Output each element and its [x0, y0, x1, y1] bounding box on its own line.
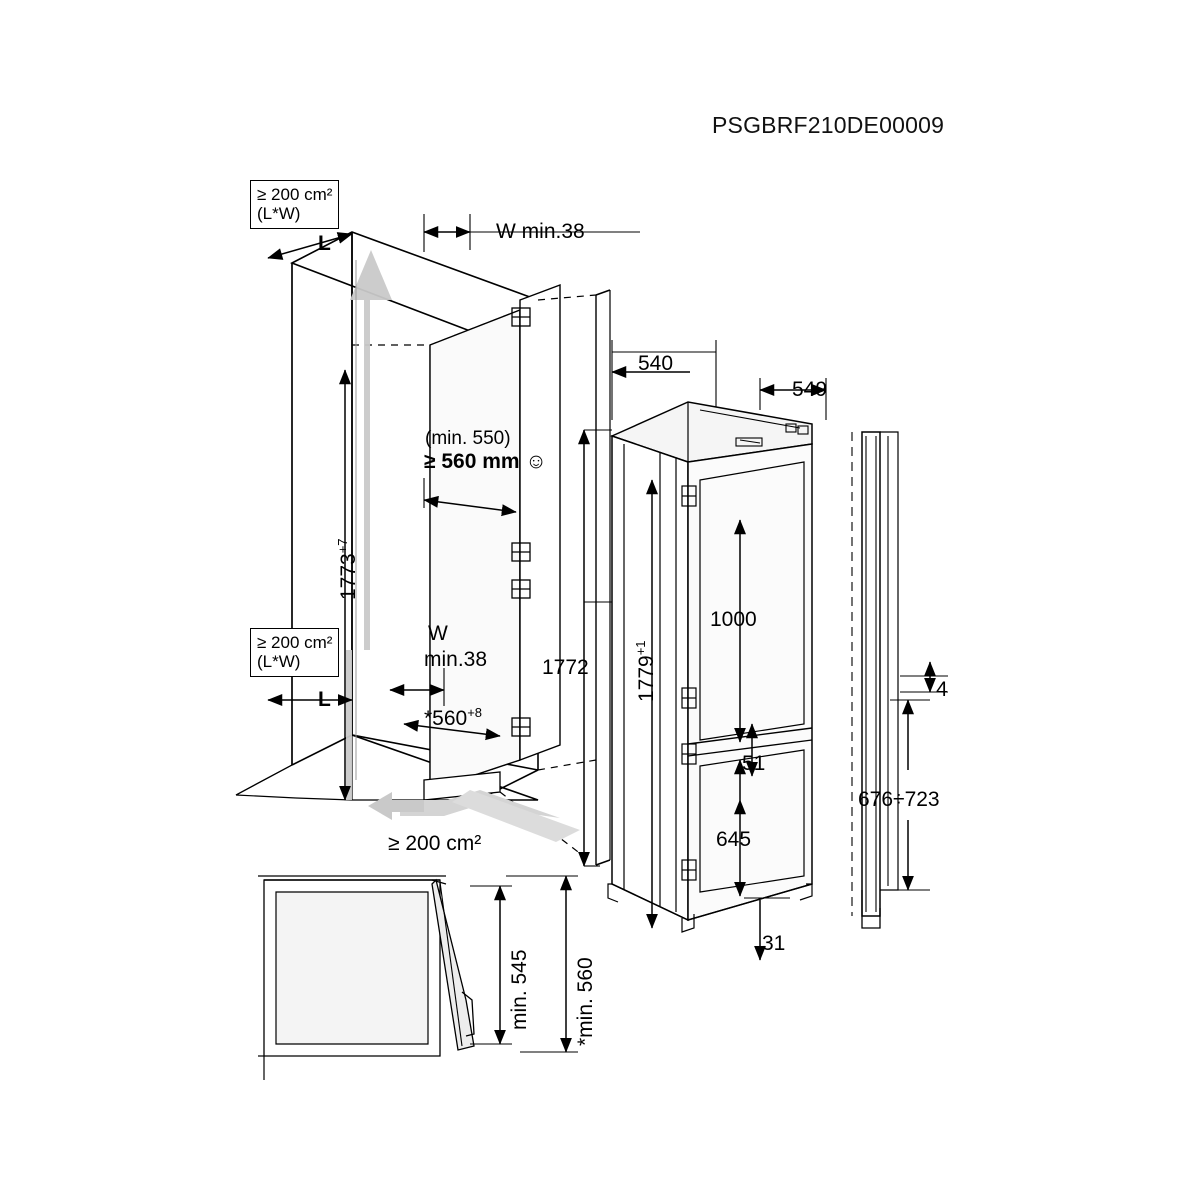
label-676-723: 676÷723	[858, 788, 940, 811]
label-w-min-side-line2: min.38	[424, 648, 488, 671]
label-51: 51	[742, 752, 766, 775]
label-549: 549	[792, 378, 828, 401]
label-vent-base: ≥ 200 cm²	[388, 832, 482, 855]
vent-top-note	[250, 180, 339, 229]
drawing-code: PSGBRF210DE00009	[712, 112, 945, 138]
label-L-top: L	[318, 232, 331, 255]
label-1779	[634, 640, 659, 702]
label-1000: 1000	[710, 608, 757, 631]
depth-560-value: *560	[424, 707, 468, 730]
label-4: 4	[936, 678, 948, 701]
label-645: 645	[716, 828, 752, 851]
depth-min-value: ≥ 560 mm	[424, 450, 520, 473]
label-540: 540	[638, 352, 674, 375]
vent-bottom-line2: (L*W)	[257, 652, 301, 672]
label-depth-560-star	[424, 706, 482, 731]
label-w-min-side-line1: W	[428, 622, 448, 645]
label-niche-height	[336, 538, 361, 600]
vent-top-line1: ≥ 200 cm²	[257, 185, 333, 204]
vent-bottom-line1: ≥ 200 cm²	[257, 633, 333, 652]
dim-1779-tolerance: +1	[633, 640, 648, 656]
label-depth-min-note: (min. 550)	[425, 428, 511, 449]
label-depth-min-main	[424, 450, 547, 474]
label-w-min-top: W min.38	[496, 220, 585, 243]
vent-top-line2: (L*W)	[257, 204, 301, 224]
vent-bottom-note	[250, 628, 339, 677]
label-31: 31	[762, 932, 786, 955]
label-1772: 1772	[542, 656, 589, 679]
label-L-bottom: L	[318, 688, 331, 711]
niche-height-value: 1773	[337, 553, 360, 600]
dim-1779-value: 1779	[635, 655, 658, 702]
depth-560-tolerance: +8	[467, 705, 483, 720]
niche-height-tolerance: +7	[335, 538, 350, 554]
smiley-icon: ☺	[525, 450, 547, 473]
label-door-min-545: min. 545	[508, 949, 531, 1030]
label-door-min-560: *min. 560	[574, 957, 597, 1046]
